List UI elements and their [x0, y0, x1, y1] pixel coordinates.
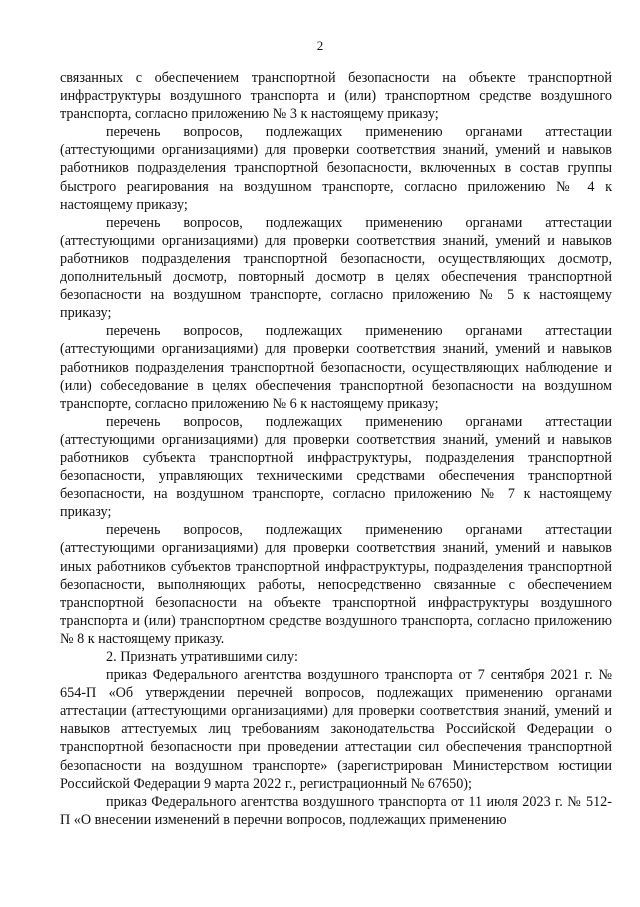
section-2-heading: 2. Признать утратившими силу: [106, 649, 298, 665]
list-item-appendix-6: перечень вопросов, подлежащих применению органами аттестации (аттестующими организациями) для проверки соответствия знаний, умений и навыков работников подразделения транспортной безопасности, осуществляющих наблюдение и (или) собеседование в целях обеспечения транспортной безопасности на воздушном транспорте, согласно приложению № 6 к настоящему приказу; [60, 323, 612, 412]
list-item-appendix-4: перечень вопросов, подлежащих применению органами аттестации (аттестующими организациями) для проверки соответствия знаний, умений и навыков работников подразделения транспортной безопасности, включенных в состав группы быстрого реагирования на воздушном транспорте, согласно приложению № 4 к настоящему приказу; [60, 124, 612, 213]
page-number: 2 [316, 38, 324, 53]
list-item-appendix-7: перечень вопросов, подлежащих применению органами аттестации (аттестующими организациями) для проверки соответствия знаний, умений и навыков работников субъекта транспортной инфраструктуры, подразделения транспортной безопасности, управляющих техническими средствами обеспечения транспортной безопасности, на воздушном транспорте, согласно приложению № 7 к настоящему приказу; [60, 413, 612, 521]
document-body [60, 69, 612, 829]
list-item-appendix-5: перечень вопросов, подлежащих применению органами аттестации (аттестующими организациями) для проверки соответствия знаний, умений и навыков работников подразделения транспортной безопасности, осуществляющих досмотр, дополнительный досмотр, повторный досмотр в целях обеспечения транспортной безопасности на воздушном транспорте, согласно приложению № 5 к настоящему приказу; [60, 214, 612, 322]
repealed-order-512: приказ Федерального агентства воздушного транспорта от 11 июля 2023 г. № 512-П «О внесении изменений в перечни вопросов, подлежащих применению [60, 793, 612, 828]
paragraph-continuation: связанных с обеспечением транспортной безопасности на объекте транспортной инфраструктуры воздушного транспорта и (или) транспортном средстве воздушного транспорта, согласно приложению № 3 к настоящему приказу; [60, 70, 612, 123]
repealed-order-654: приказ Федерального агентства воздушного транспорта от 7 сентября 2021 г. № 654-П «Об утверждении перечней вопросов, подлежащих применению органами аттестации (аттестующими организациями) для проверки соответствия знаний, умений и навыков аттестуемых лиц требованиям законодательства Российской Федерации о транспортной безопасности при проведении аттестации сил обеспечения транспортной безопасности на воздушном транспорте» (зарегистрирован Министерством юстиции Российской Федерации 9 марта 2022 г., регистрационный № 67650); [60, 667, 612, 792]
list-item-appendix-8: перечень вопросов, подлежащих применению органами аттестации (аттестующими организациями) для проверки соответствия знаний, умений и навыков иных работников субъектов транспортной инфраструктуры, подразделения транспортной безопасности, выполняющих работы, непосредственно связанные с обеспечением транспортной безопасности на объекте транспортной инфраструктуры воздушного транспорта и (или) транспортном средстве воздушного транспорта, согласно приложению № 8 к настоящему приказу. [60, 522, 612, 647]
